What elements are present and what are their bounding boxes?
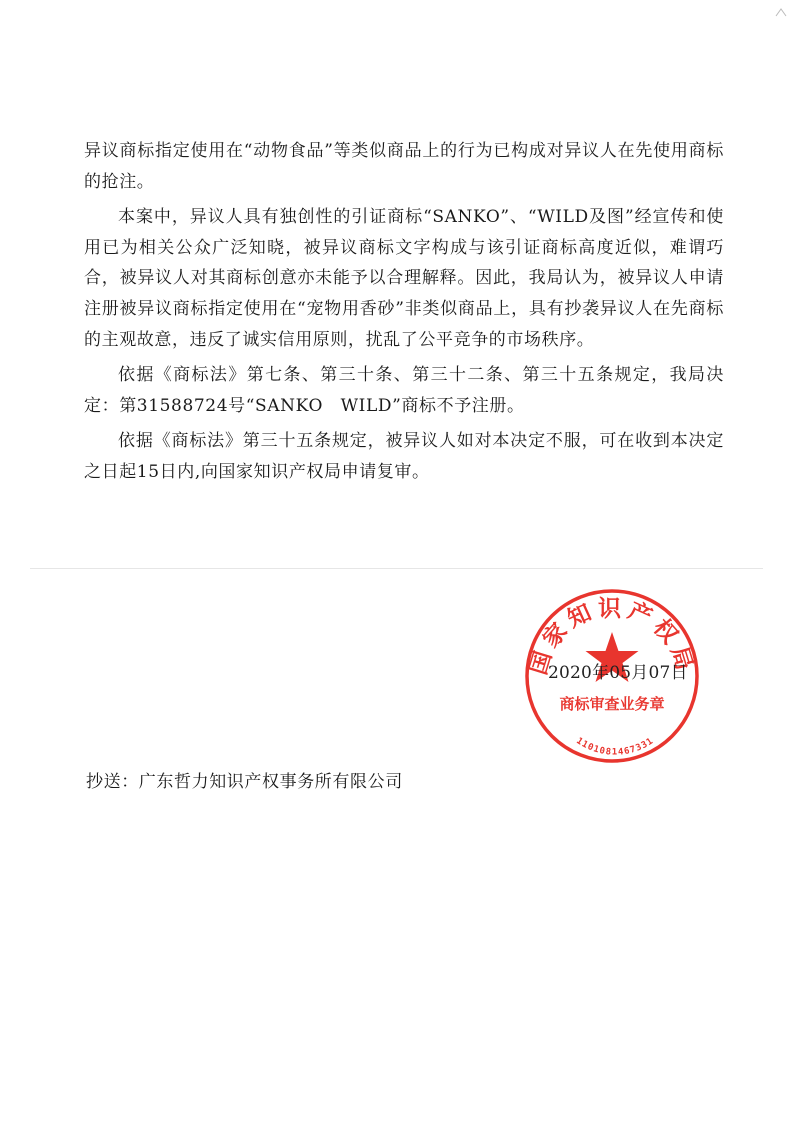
paragraph-1: 异议商标指定使用在“动物食品”等类似商品上的行为已构成对异议人在先使用商标的抢注。 — [84, 141, 724, 192]
svg-text:1101081467331: 1101081467331 — [574, 736, 656, 758]
decision-date: 2020年05月07日 — [548, 663, 688, 683]
cc-line: 抄送：广东哲力知识产权事务所有限公司 — [86, 772, 403, 792]
paragraph-3: 依据《商标法》第七条、第三十条、第三十二条、第三十五条规定，我局决定：第31588724号“SANKO WILD”商标不予注册。 — [84, 365, 724, 416]
decision-body — [84, 136, 724, 493]
corner-mark-icon — [775, 2, 787, 12]
scan-divider — [30, 568, 763, 569]
paragraph-4: 依据《商标法》第三十五条规定，被异议人如对本决定不服，可在收到本决定之日起15日内,向国家知识产权局申请复审。 — [84, 431, 724, 482]
svg-text:国家知识产权局: 国家知识产权局 — [525, 595, 699, 678]
seal-bottom-text: 商标审查业务章 — [559, 695, 665, 713]
paragraph-2: 本案中，异议人具有独创性的引证商标“SANKO”、“WILD及图”经宣传和使用已为相关公众广泛知晓，被异议商标文字构成与该引证商标高度近似，难谓巧合，被异议人对其商标创意亦未能予以合理解释。因此，我局认为，被异议人申请注册被异议商标指定使用在“宠物用香砂”非类似商品上，具有抄袭异议人在先商标的主观故意，违反了诚实信用原则，扰乱了公平竞争的市场秩序。 — [84, 207, 724, 350]
